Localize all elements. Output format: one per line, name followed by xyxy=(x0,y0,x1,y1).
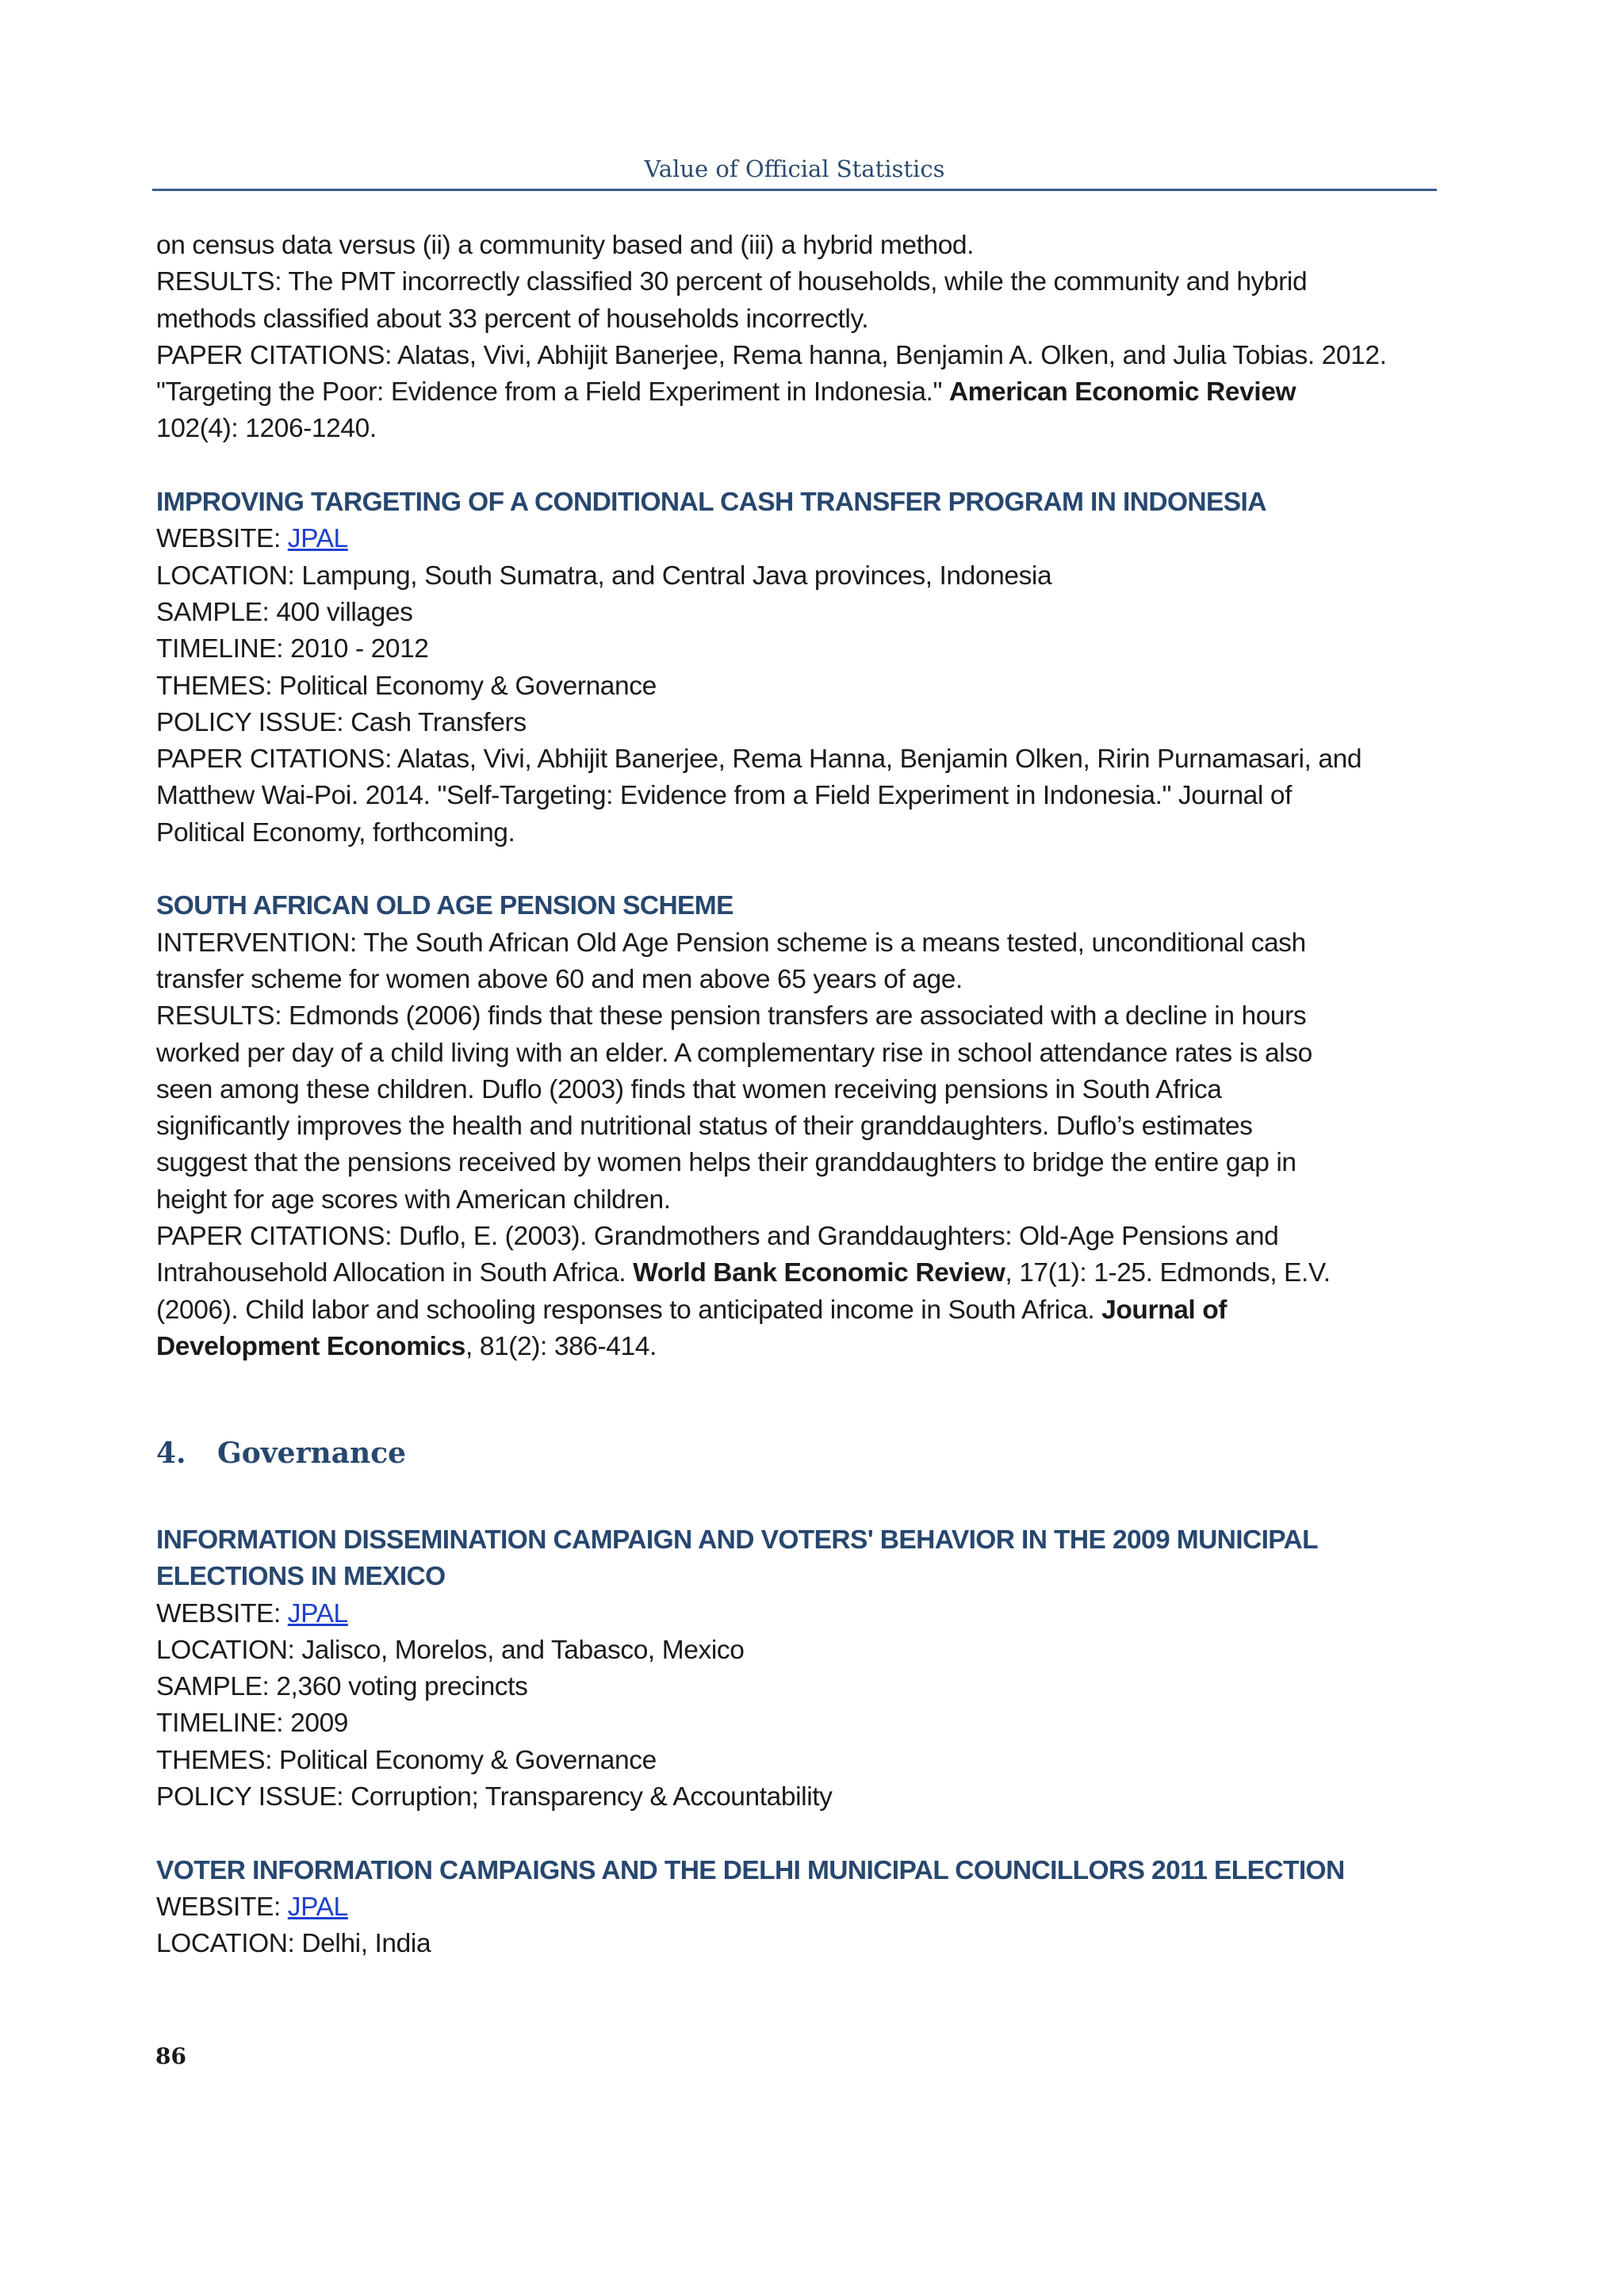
study3-policy-issue: POLICY ISSUE: Corruption; Transparency & Accountability xyxy=(156,1782,833,1812)
study2-citation-line-1: PAPER CITATIONS: Duflo, E. (2003). Grandmothers and Granddaughters: Old-Age Pensions and xyxy=(156,1222,1279,1252)
study2-intervention-line-2: transfer scheme for women above 60 and men above 65 years of age. xyxy=(156,964,963,994)
body-content-top xyxy=(156,228,1441,1365)
study3-timeline: TIMELINE: 2009 xyxy=(156,1709,349,1739)
study1-citation-line-3: Political Economy, forthcoming. xyxy=(156,817,515,848)
journal-name: World Bank Economic Review xyxy=(633,1258,1005,1288)
study1-policy-issue: POLICY ISSUE: Cash Transfers xyxy=(156,707,527,737)
study-title-mexico-line-2: ELECTIONS IN MEXICO xyxy=(156,1562,446,1592)
journal-name: American Economic Review xyxy=(948,377,1297,408)
section-title: Governance xyxy=(217,1437,407,1470)
study3-sample: SAMPLE: 2,360 voting precincts xyxy=(156,1672,528,1702)
website-label: WEBSITE: xyxy=(156,1892,288,1922)
section-heading-governance xyxy=(156,1437,406,1470)
study2-results-line-2: worked per day of a child living with an elder. A complementary rise in school attendance rates is also xyxy=(156,1038,1312,1068)
study3-themes: THEMES: Political Economy & Governance xyxy=(156,1745,657,1775)
study2-results-line-3: seen among these children. Duflo (2003) finds that women receiving pensions in South Africa xyxy=(156,1074,1222,1104)
citation-text: (2006). Child labor and schooling responses to anticipated income in South Africa. xyxy=(156,1295,1102,1325)
study-title-delhi: VOTER INFORMATION CAMPAIGNS AND THE DELHI MUNICIPAL COUNCILLORS 2011 ELECTION xyxy=(156,1855,1345,1885)
study1-location: LOCATION: Lampung, South Sumatra, and Central Java provinces, Indonesia xyxy=(156,561,1052,591)
study-title-mexico-line-1: INFORMATION DISSEMINATION CAMPAIGN AND VOTERS' BEHAVIOR IN THE 2009 MUNICIPAL xyxy=(156,1525,1318,1555)
intro-results-line-1: RESULTS: The PMT incorrectly classified 30 percent of households, while the community and hybrid xyxy=(156,267,1308,297)
page-number: 86 xyxy=(155,2043,186,2069)
study-title-indonesia-cct: IMPROVING TARGETING OF A CONDITIONAL CASH TRANSFER PROGRAM IN INDONESIA xyxy=(156,488,1266,518)
intro-line: on census data versus (ii) a community based and (iii) a hybrid method. xyxy=(156,231,975,260)
intro-citation-line-3: 102(4): 1206-1240. xyxy=(156,414,377,444)
study3-website xyxy=(156,1596,1441,1632)
citation-text: , 17(1): 1-25. Edmonds, E.V. xyxy=(1005,1258,1331,1288)
journal-name: Development Economics xyxy=(156,1331,465,1361)
study1-citation-line-1: PAPER CITATIONS: Alatas, Vivi, Abhijit Banerjee, Rema Hanna, Benjamin Olken, Ririn Purnamasari, and xyxy=(156,744,1362,775)
study2-intervention-line-1: INTERVENTION: The South African Old Age Pension scheme is a means tested, unconditional cash xyxy=(156,928,1306,958)
intro-results-line-2: methods classified about 33 percent of households incorrectly. xyxy=(156,304,869,334)
study2-citation-line-2 xyxy=(156,1255,1441,1292)
study2-citation-line-3 xyxy=(156,1292,1441,1329)
study3-location: LOCATION: Jalisco, Morelos, and Tabasco, Mexico xyxy=(156,1635,745,1665)
study4-location: LOCATION: Delhi, India xyxy=(156,1929,431,1959)
study1-sample: SAMPLE: 400 villages xyxy=(156,597,413,627)
citation-text: Intrahousehold Allocation in South Africa. xyxy=(156,1258,634,1288)
website-label: WEBSITE: xyxy=(156,524,288,554)
study1-website xyxy=(156,521,1441,557)
study-title-south-africa-pension: SOUTH AFRICAN OLD AGE PENSION SCHEME xyxy=(156,891,733,921)
study2-results-line-4: significantly improves the health and nutritional status of their granddaughters. Duflo’s estimates xyxy=(156,1112,1253,1142)
study2-results-line-5: suggest that the pensions received by women helps their granddaughters to bridge the entire gap in xyxy=(156,1148,1297,1178)
header-rule xyxy=(152,189,1437,191)
intro-citation-line-1: PAPER CITATIONS: Alatas, Vivi, Abhijit Banerjee, Rema hanna, Benjamin A. Olken, and Julia Tobias. 2012. xyxy=(156,340,1387,370)
study1-themes: THEMES: Political Economy & Governance xyxy=(156,671,657,701)
website-label: WEBSITE: xyxy=(156,1598,288,1628)
intro-citation-text: "Targeting the Poor: Evidence from a Field Experiment in Indonesia." xyxy=(156,377,949,408)
study1-timeline: TIMELINE: 2010 - 2012 xyxy=(156,634,429,664)
citation-text: , 81(2): 386-414. xyxy=(465,1331,657,1361)
body-content-governance xyxy=(156,1522,1441,1963)
study4-website xyxy=(156,1889,1441,1926)
journal-name: Journal of xyxy=(1101,1295,1228,1325)
jpal-link[interactable]: JPAL xyxy=(287,1598,348,1628)
study2-citation-line-4 xyxy=(156,1329,1441,1365)
intro-citation-line-2 xyxy=(156,374,1441,411)
study2-results-line-1: RESULTS: Edmonds (2006) finds that these pension transfers are associated with a decline in hours xyxy=(156,1001,1307,1031)
jpal-link[interactable]: JPAL xyxy=(287,524,348,554)
study2-results-line-6: height for age scores with American children. xyxy=(156,1184,671,1215)
study1-citation-line-2: Matthew Wai-Poi. 2014. "Self-Targeting: Evidence from a Field Experiment in Indonesia." Journal of xyxy=(156,781,1293,811)
section-number: 4. xyxy=(156,1437,186,1470)
jpal-link[interactable]: JPAL xyxy=(287,1892,348,1922)
running-header: Value of Official Statistics xyxy=(644,155,945,182)
